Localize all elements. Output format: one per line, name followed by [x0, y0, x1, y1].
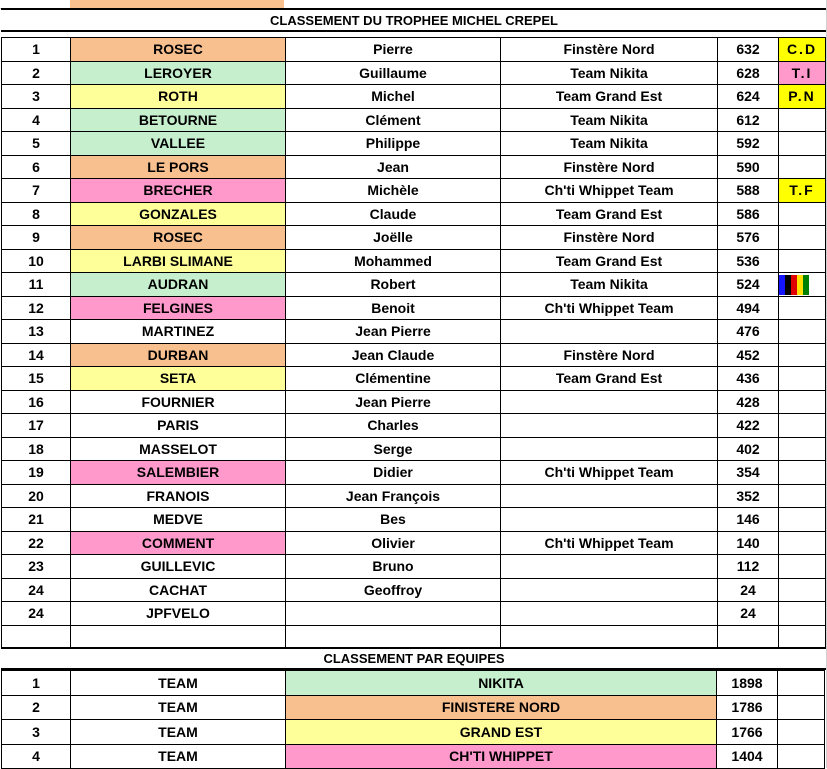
surname-cell[interactable]: BETOURNE — [71, 108, 286, 132]
table-row — [2, 132, 826, 156]
tag-cell[interactable]: T.I — [779, 61, 826, 85]
tag-cell[interactable]: T.F — [779, 179, 826, 203]
tag-cell[interactable] — [779, 132, 826, 156]
surname-cell[interactable]: GONZALES — [71, 202, 286, 226]
points-cell[interactable] — [718, 625, 779, 649]
surname-cell[interactable]: PARIS — [71, 414, 286, 438]
firstname-cell[interactable]: Philippe — [286, 132, 501, 156]
team-cell[interactable] — [501, 390, 718, 414]
team-name-cell[interactable]: FINISTERE NORD — [286, 695, 717, 720]
firstname-cell[interactable]: Bruno — [286, 555, 501, 579]
firstname-cell[interactable]: Serge — [286, 437, 501, 461]
surname-cell[interactable]: ROTH — [71, 85, 286, 109]
table-row — [2, 273, 826, 297]
surname-cell[interactable]: MEDVE — [71, 508, 286, 532]
team-label-cell[interactable]: TEAM — [71, 671, 286, 696]
points-cell[interactable]: 588 — [718, 179, 779, 203]
team-cell[interactable]: Team Grand Est — [501, 202, 718, 226]
firstname-cell[interactable] — [286, 602, 501, 626]
points-cell[interactable]: 140 — [718, 531, 779, 555]
tag-cell[interactable] — [779, 155, 826, 179]
tag-cell[interactable] — [779, 437, 826, 461]
firstname-cell[interactable]: Didier — [286, 461, 501, 485]
firstname-cell[interactable]: Charles — [286, 414, 501, 438]
points-cell[interactable]: 586 — [718, 202, 779, 226]
rank-cell[interactable]: 13 — [2, 320, 71, 344]
tag-cell[interactable] — [779, 531, 826, 555]
table-row — [2, 744, 825, 769]
team-cell[interactable]: Team Nikita — [501, 132, 718, 156]
table-row — [2, 671, 825, 696]
team-cell[interactable]: Ch'ti Whippet Team — [501, 531, 718, 555]
team-cell[interactable]: Ch'ti Whippet Team — [501, 179, 718, 203]
team-cell[interactable]: Finstère Nord — [501, 343, 718, 367]
rank-cell[interactable]: 4 — [2, 108, 71, 132]
firstname-cell[interactable]: Jean Pierre — [286, 320, 501, 344]
table-row — [2, 85, 826, 109]
firstname-cell[interactable]: Joëlle — [286, 226, 501, 250]
team-name-cell[interactable]: GRAND EST — [286, 720, 717, 745]
points-cell[interactable]: 494 — [718, 296, 779, 320]
rank-cell[interactable]: 18 — [2, 437, 71, 461]
rank-cell[interactable]: 19 — [2, 461, 71, 485]
surname-cell[interactable] — [71, 625, 286, 649]
team-cell[interactable] — [501, 437, 718, 461]
surname-cell[interactable]: MASSELOT — [71, 437, 286, 461]
points-cell[interactable]: 632 — [718, 38, 779, 62]
rank-cell[interactable]: 2 — [2, 61, 71, 85]
firstname-cell[interactable]: Benoit — [286, 296, 501, 320]
table-row — [2, 555, 826, 579]
tag-cell[interactable] — [779, 602, 826, 626]
team-label-cell[interactable]: TEAM — [71, 744, 286, 769]
tag-cell[interactable] — [779, 578, 826, 602]
surname-cell[interactable]: AUDRAN — [71, 273, 286, 297]
firstname-cell[interactable] — [286, 625, 501, 649]
team-rank-cell[interactable]: 2 — [2, 695, 71, 720]
points-cell[interactable]: 524 — [718, 273, 779, 297]
firstname-cell[interactable]: Robert — [286, 273, 501, 297]
team-cell[interactable] — [501, 484, 718, 508]
points-cell[interactable]: 536 — [718, 249, 779, 273]
surname-cell[interactable]: SALEMBIER — [71, 461, 286, 485]
tag-cell[interactable] — [779, 202, 826, 226]
firstname-cell[interactable]: Jean Claude — [286, 343, 501, 367]
team-rank-cell[interactable]: 3 — [2, 720, 71, 745]
team-cell[interactable]: Team Nikita — [501, 273, 718, 297]
surname-cell[interactable]: GUILLEVIC — [71, 555, 286, 579]
points-cell[interactable]: 628 — [718, 61, 779, 85]
rank-cell[interactable]: 17 — [2, 414, 71, 438]
firstname-cell[interactable]: Clémentine — [286, 367, 501, 391]
table-row — [2, 155, 826, 179]
surname-cell[interactable]: ROSEC — [71, 38, 286, 62]
rank-cell[interactable]: 7 — [2, 179, 71, 203]
firstname-cell[interactable]: Michel — [286, 85, 501, 109]
points-cell[interactable]: 354 — [718, 461, 779, 485]
rank-cell[interactable]: 11 — [2, 273, 71, 297]
firstname-cell[interactable]: Jean — [286, 155, 501, 179]
table-row — [2, 531, 826, 555]
surname-cell[interactable]: VALLEE — [71, 132, 286, 156]
rank-cell[interactable]: 21 — [2, 508, 71, 532]
team-points-cell[interactable]: 1898 — [717, 671, 778, 696]
rank-cell[interactable]: 24 — [2, 578, 71, 602]
points-cell[interactable]: 112 — [718, 555, 779, 579]
tag-cell[interactable] — [779, 249, 826, 273]
table-row — [2, 202, 826, 226]
firstname-cell[interactable]: Guillaume — [286, 61, 501, 85]
team-rank-cell[interactable]: 4 — [2, 744, 71, 769]
table-row — [2, 390, 826, 414]
tag-cell[interactable] — [779, 508, 826, 532]
surname-cell[interactable]: BRECHER — [71, 179, 286, 203]
rank-cell[interactable]: 23 — [2, 555, 71, 579]
table-row — [2, 437, 826, 461]
table-row — [2, 179, 826, 203]
points-cell[interactable]: 402 — [718, 437, 779, 461]
team-points-cell[interactable]: 1404 — [717, 744, 778, 769]
rank-cell[interactable]: 14 — [2, 343, 71, 367]
tag-cell[interactable] — [779, 414, 826, 438]
surname-cell[interactable]: LEROYER — [71, 61, 286, 85]
team-cell[interactable] — [501, 625, 718, 649]
rank-cell[interactable]: 5 — [2, 132, 71, 156]
firstname-cell[interactable]: Michèle — [286, 179, 501, 203]
rank-cell[interactable]: 22 — [2, 531, 71, 555]
team-label-cell[interactable]: TEAM — [71, 695, 286, 720]
team-points-cell[interactable]: 1766 — [717, 720, 778, 745]
rank-cell[interactable]: 10 — [2, 249, 71, 273]
team-label-cell[interactable]: TEAM — [71, 720, 286, 745]
jersey-stripes-icon — [779, 275, 809, 295]
team-ranking-table — [1, 670, 825, 769]
ranking-table — [1, 37, 826, 649]
team-cell[interactable]: Team Grand Est — [501, 85, 718, 109]
tag-cell[interactable] — [779, 625, 826, 649]
team-cell[interactable]: Team Nikita — [501, 61, 718, 85]
table-row — [2, 508, 826, 532]
tag-cell[interactable] — [778, 720, 825, 745]
rank-cell[interactable]: 6 — [2, 155, 71, 179]
table-row — [2, 320, 826, 344]
table-row — [2, 484, 826, 508]
team-ranking-title[interactable]: CLASSEMENT PAR EQUIPES — [1, 647, 827, 670]
tag-cell[interactable] — [779, 367, 826, 391]
table-row — [2, 108, 826, 132]
firstname-cell[interactable]: Jean François — [286, 484, 501, 508]
points-cell[interactable]: 352 — [718, 484, 779, 508]
firstname-cell[interactable]: Claude — [286, 202, 501, 226]
team-cell[interactable]: Finstère Nord — [501, 155, 718, 179]
team-cell[interactable]: Team Grand Est — [501, 367, 718, 391]
surname-cell[interactable]: DURBAN — [71, 343, 286, 367]
points-cell[interactable]: 590 — [718, 155, 779, 179]
firstname-cell[interactable]: Clément — [286, 108, 501, 132]
surname-cell[interactable]: FRANOIS — [71, 484, 286, 508]
points-cell[interactable]: 24 — [718, 578, 779, 602]
table-row — [2, 343, 826, 367]
surname-cell[interactable]: COMMENT — [71, 531, 286, 555]
points-cell[interactable]: 592 — [718, 132, 779, 156]
team-cell[interactable]: Finstère Nord — [501, 226, 718, 250]
firstname-cell[interactable]: Bes — [286, 508, 501, 532]
team-cell[interactable] — [501, 508, 718, 532]
points-cell[interactable]: 452 — [718, 343, 779, 367]
tag-cell[interactable] — [779, 108, 826, 132]
team-cell[interactable]: Ch'ti Whippet Team — [501, 296, 718, 320]
firstname-cell[interactable]: Olivier — [286, 531, 501, 555]
points-cell[interactable]: 422 — [718, 414, 779, 438]
points-cell[interactable]: 576 — [718, 226, 779, 250]
team-cell[interactable] — [501, 602, 718, 626]
firstname-cell[interactable]: Pierre — [286, 38, 501, 62]
surname-cell[interactable]: JPFVELO — [71, 602, 286, 626]
table-row — [2, 226, 826, 250]
table-row — [2, 38, 826, 62]
rank-cell[interactable]: 1 — [2, 38, 71, 62]
team-cell[interactable] — [501, 320, 718, 344]
rank-cell[interactable]: 12 — [2, 296, 71, 320]
team-cell[interactable] — [501, 414, 718, 438]
table-row — [2, 461, 826, 485]
rank-cell[interactable]: 8 — [2, 202, 71, 226]
table-row — [2, 414, 826, 438]
team-name-cell[interactable]: CH'TI WHIPPET — [286, 744, 717, 769]
tag-cell[interactable] — [779, 484, 826, 508]
table-row — [2, 296, 826, 320]
rank-cell[interactable]: 20 — [2, 484, 71, 508]
surname-cell[interactable]: MARTINEZ — [71, 320, 286, 344]
rank-cell[interactable]: 24 — [2, 602, 71, 626]
table-row — [2, 625, 826, 649]
table-row — [2, 61, 826, 85]
surname-cell[interactable]: FOURNIER — [71, 390, 286, 414]
points-cell[interactable]: 428 — [718, 390, 779, 414]
surname-cell[interactable]: ROSEC — [71, 226, 286, 250]
surname-cell[interactable]: CACHAT — [71, 578, 286, 602]
team-cell[interactable]: Team Nikita — [501, 108, 718, 132]
tag-cell[interactable]: C.D — [779, 38, 826, 62]
rank-cell[interactable]: 15 — [2, 367, 71, 391]
team-cell[interactable]: Ch'ti Whippet Team — [501, 461, 718, 485]
firstname-cell[interactable]: Jean Pierre — [286, 390, 501, 414]
tag-cell[interactable] — [779, 343, 826, 367]
table-row — [2, 720, 825, 745]
tag-cell[interactable] — [778, 671, 825, 696]
tag-cell[interactable] — [779, 320, 826, 344]
team-rank-cell[interactable]: 1 — [2, 671, 71, 696]
tag-cell[interactable]: P.N — [779, 85, 826, 109]
table-row — [2, 602, 826, 626]
rank-cell[interactable]: 3 — [2, 85, 71, 109]
tag-cell[interactable] — [779, 226, 826, 250]
team-cell[interactable]: Team Grand Est — [501, 249, 718, 273]
table-row — [2, 695, 825, 720]
firstname-cell[interactable]: Mohammed — [286, 249, 501, 273]
tag-cell[interactable] — [778, 744, 825, 769]
team-cell[interactable] — [501, 555, 718, 579]
surname-cell[interactable]: SETA — [71, 367, 286, 391]
points-cell[interactable]: 436 — [718, 367, 779, 391]
surname-cell[interactable]: LARBI SLIMANE — [71, 249, 286, 273]
ranking-title[interactable]: CLASSEMENT DU TROPHEE MICHEL CREPEL — [1, 8, 827, 32]
firstname-cell[interactable]: Geoffroy — [286, 578, 501, 602]
tag-cell[interactable] — [779, 296, 826, 320]
team-cell[interactable] — [501, 578, 718, 602]
surname-cell[interactable]: LE PORS — [71, 155, 286, 179]
team-cell[interactable]: Finstère Nord — [501, 38, 718, 62]
tag-cell[interactable] — [779, 390, 826, 414]
points-cell[interactable]: 612 — [718, 108, 779, 132]
table-row — [2, 249, 826, 273]
tag-cell[interactable] — [779, 273, 826, 297]
points-cell[interactable]: 624 — [718, 85, 779, 109]
team-name-cell[interactable]: NIKITA — [286, 671, 717, 696]
table-row — [2, 367, 826, 391]
points-cell[interactable]: 24 — [718, 602, 779, 626]
table-row — [2, 578, 826, 602]
points-cell[interactable]: 476 — [718, 320, 779, 344]
rank-cell[interactable] — [2, 625, 71, 649]
points-cell[interactable]: 146 — [718, 508, 779, 532]
tag-cell[interactable] — [779, 555, 826, 579]
rank-cell[interactable]: 16 — [2, 390, 71, 414]
rank-cell[interactable]: 9 — [2, 226, 71, 250]
tag-cell[interactable] — [778, 695, 825, 720]
team-points-cell[interactable]: 1786 — [717, 695, 778, 720]
tag-cell[interactable] — [779, 461, 826, 485]
surname-cell[interactable]: FELGINES — [71, 296, 286, 320]
